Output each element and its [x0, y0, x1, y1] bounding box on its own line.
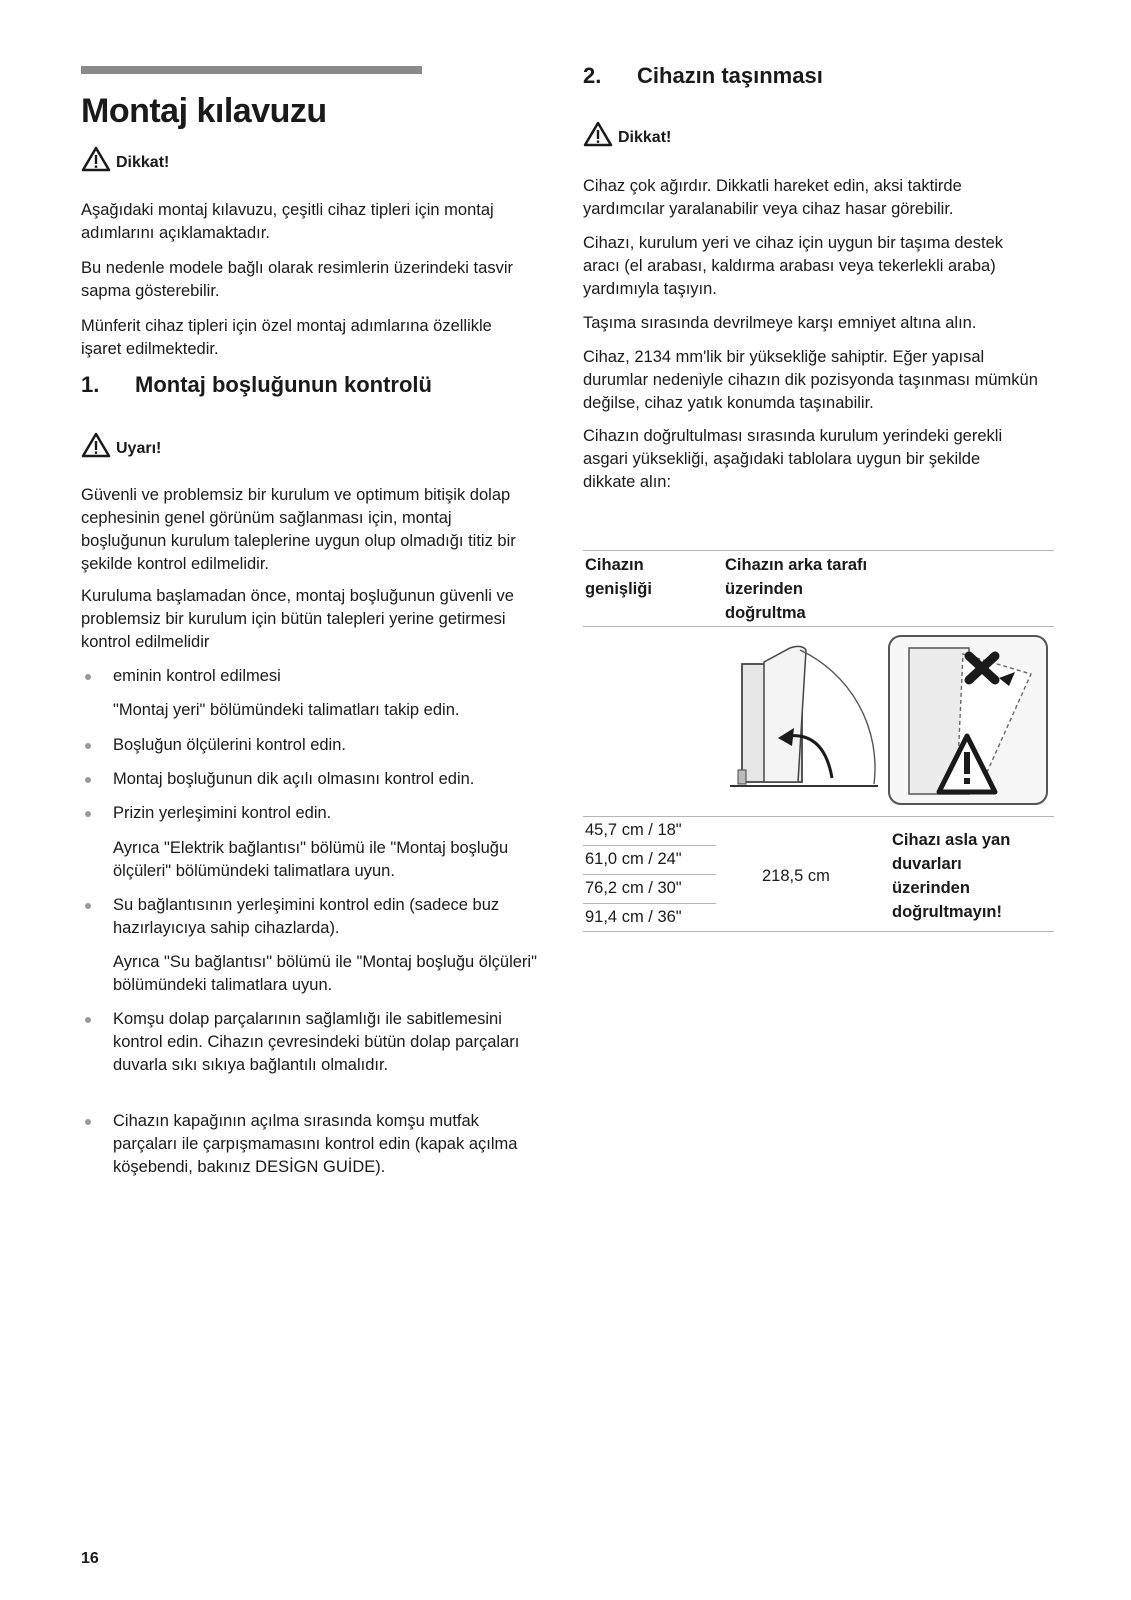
- table-cell-warning: Cihazı asla yan duvarları üzerinden doğrultmayın!: [892, 831, 1011, 921]
- table-subrow-rule: [583, 845, 716, 846]
- list-item: Cihazın kapağının açılma sırasında komşu mutfak parçaları ile çarpışmamasını kontrol edin (kapak açılma köşebendi, bakınız DESİGN GUİDE).: [81, 1110, 541, 1179]
- tilt-back-illustration: [728, 640, 880, 792]
- section-1-paragraph-2: Kuruluma başlamadan önce, montaj boşluğunun güvenli ve problemsiz bir kurulum için bütün talepleri yerine getirmesi kontrol edilmelidir: [81, 587, 514, 651]
- table-header-rule: [583, 626, 1054, 627]
- dikkat-label: Dikkat!: [116, 154, 170, 171]
- section-1-heading: [81, 372, 432, 398]
- table-row-rule: [583, 816, 1054, 817]
- section-2-paragraph-1: Cihaz çok ağırdır. Dikkatli hareket edin, aksi taktirde yardımcılar yaralanabilir veya cihaz hasar görebilir.: [583, 177, 962, 218]
- section-1-title: Montaj boşluğunun kontrolü: [135, 372, 432, 397]
- page-title: Montaj kılavuzu: [81, 92, 327, 130]
- list-item: Komşu dolap parçalarının sağlamlığı ile sabitlemesini kontrol edin. Cihazın çevresindeki bütün dolap parçaları duvarla sıkı sıkıya bağlantılı olmalıdır.: [81, 1008, 541, 1077]
- table-cell-width: 91,4 cm / 36": [585, 908, 682, 926]
- uyari-warning: [81, 432, 161, 458]
- warning-triangle-icon: [81, 146, 111, 172]
- dikkat-warning-right: [583, 121, 671, 147]
- section-2-title: Cihazın taşınması: [637, 63, 823, 88]
- warning-triangle-icon: [81, 432, 111, 458]
- section-2-paragraph-2: Cihazı, kurulum yeri ve cihaz için uygun bir taşıma destek aracı (el arabası, kaldırma arabası veya tekerlekli araba) yardımıyla taşıyın.: [583, 234, 1004, 298]
- dikkat-label: Dikkat!: [618, 129, 672, 146]
- tilt-side-forbidden-illustration: [887, 634, 1049, 806]
- intro-paragraph-1: Aşağıdaki montaj kılavuzu, çeşitli cihaz tipleri için montaj adımlarını açıklamaktadır.: [81, 201, 494, 242]
- table-cell-height: 218,5 cm: [762, 867, 830, 885]
- list-item-note: Ayrıca "Elektrik bağlantısı" bölümü ile "Montaj boşluğu ölçüleri" bölümündeki talimatlara uyun.: [113, 839, 509, 880]
- table-subrow-rule: [583, 903, 716, 904]
- table-cell-width: 61,0 cm / 24": [585, 850, 682, 868]
- header-rule: [81, 66, 422, 74]
- table-cell-width: 45,7 cm / 18": [585, 821, 682, 839]
- uyari-label: Uyarı!: [116, 440, 162, 457]
- intro-paragraph-3: Münferit cihaz tipleri için özel montaj adımlarına özellikle işaret edilmektedir.: [81, 317, 492, 358]
- page-number: 16: [81, 1550, 99, 1567]
- section-1-paragraph-1: Güvenli ve problemsiz bir kurulum ve optimum bitişik dolap cephesinin genel görünüm sağlanması için, montaj boşluğunun kurulum taleplerine uygun olup olmadığı titiz bir şekilde kontrol edilmelidir.: [81, 486, 516, 573]
- list-item-note: Ayrıca "Su bağlantısı" bölümü ile "Montaj boşluğu ölçüleri" bölümündeki talimatlara uyun.: [113, 953, 537, 994]
- table-bottom-rule: [583, 931, 1054, 932]
- list-item: Prizin yerleşimini kontrol edin.: [81, 802, 541, 825]
- section-1-number: 1.: [81, 372, 100, 397]
- section-2-paragraph-3: Taşıma sırasında devrilmeye karşı emniyet altına alın.: [583, 314, 977, 332]
- dikkat-warning: [81, 146, 169, 172]
- list-item: Montaj boşluğunun dik açılı olmasını kontrol edin.: [81, 768, 541, 791]
- table-subrow-rule: [583, 874, 716, 875]
- table-top-rule: [583, 550, 1054, 551]
- section-2-paragraph-5: Cihazın doğrultulması sırasında kurulum yerindeki gerekli asgari yüksekliği, aşağıdaki tablolara uygun bir şekilde dikkate alın:: [583, 427, 1003, 491]
- section-2-paragraph-4: Cihaz, 2134 mm'lik bir yüksekliğe sahiptir. Eğer yapısal durumlar nedeniyle cihazın dik pozisyonda taşınması mümkün değilse, cihaz yatık konumda taşınabilir.: [583, 348, 1038, 412]
- intro-paragraph-2: Bu nedenle modele bağlı olarak resimlerin üzerindeki tasvir sapma gösterebilir.: [81, 259, 513, 300]
- warning-triangle-icon: [583, 121, 613, 147]
- list-item: eminin kontrol edilmesi: [81, 665, 541, 688]
- table-header-width: Cihazın genişliği: [585, 556, 652, 598]
- section-2-heading: [583, 63, 823, 89]
- section-2-number: 2.: [583, 63, 602, 88]
- list-item-note: "Montaj yeri" bölümündeki talimatları takip edin.: [113, 701, 460, 719]
- table-cell-width: 76,2 cm / 30": [585, 879, 682, 897]
- table-header-method: Cihazın arka tarafı üzerinden doğrultma: [725, 556, 868, 622]
- list-item: Boşluğun ölçülerini kontrol edin.: [81, 734, 541, 757]
- list-item: Su bağlantısının yerleşimini kontrol edin (sadece buz hazırlayıcıya sahip cihazlarda).: [81, 894, 541, 940]
